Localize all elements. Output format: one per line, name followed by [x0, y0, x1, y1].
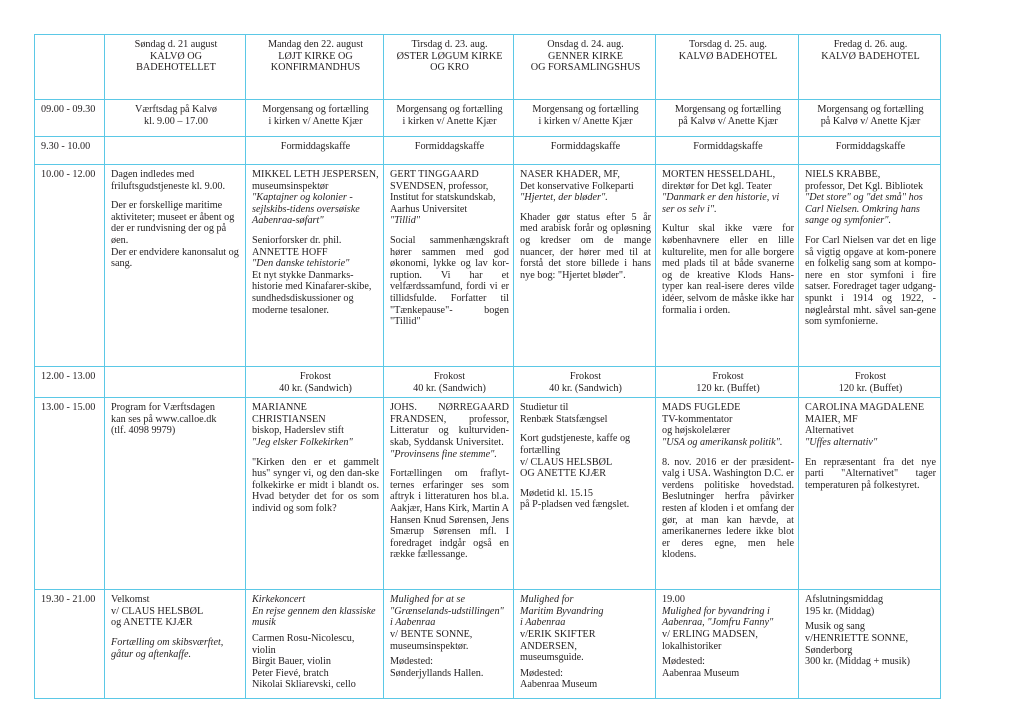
cell-text: v/HENRIETTE SONNE,: [805, 632, 908, 644]
cell-tuesday-evening: [384, 590, 514, 699]
lecture-title: "Jeg elsker Folkekirken": [252, 436, 353, 448]
speaker-title: Det konservative Folkeparti: [520, 180, 634, 192]
price-text: 195 kr. (Middag): [805, 605, 875, 617]
event-title: Kirkekoncert: [252, 594, 306, 606]
cell-text: v/ERIK SKIFTER ANDERSEN,: [520, 628, 596, 652]
cell-text: Sønderborg: [805, 644, 853, 656]
cell-friday-evening: [799, 590, 941, 699]
row-lecture-afternoon: [35, 398, 941, 590]
event-title: Maritim Byvandring: [520, 605, 604, 617]
cell-text: museumsinspektør.: [390, 640, 469, 652]
cell-text: Kort gudstjeneste, kaffe og fortælling: [520, 433, 631, 456]
event-title: i Aabenraa: [520, 617, 566, 629]
day-date: Fredag d. 26. aug.: [833, 39, 908, 50]
row-evening: [35, 590, 941, 699]
cell-thursday-coffee: Formiddagskaffe: [656, 137, 799, 165]
cell-text: kl. 9.00 – 17.00: [144, 115, 208, 127]
day-venue: KALVØ BADEHOTEL: [678, 50, 778, 62]
cell-text: Sønderjyllands Hallen.: [390, 667, 484, 679]
cell-wednesday-lunch: [514, 367, 656, 398]
day-venue: KALVØ OG: [150, 50, 202, 62]
price-text: 120 kr. (Buffet): [696, 382, 760, 394]
cell-text: Værftsdag på Kalvø: [134, 104, 218, 115]
cell-sunday-lunch: [105, 367, 246, 398]
cell-text: Musik og sang: [805, 621, 865, 633]
cell-monday-1300: [246, 398, 384, 590]
cell-wednesday-1300: [514, 398, 656, 590]
row-morning: [35, 100, 941, 137]
speaker-name: CAROLINA MAGDALENE: [805, 402, 925, 414]
speaker-title: museumsinspektør: [252, 180, 329, 192]
cell-text: i kirken v/ Anette Kjær: [402, 115, 497, 127]
day-header-sunday: [105, 35, 246, 100]
speaker-title: Alternativet: [805, 425, 854, 437]
cell-text: Program for Værftsdagen: [111, 402, 215, 414]
lecture-description: Khader gør status efter 5 år med arabisk forår og opløsning og kredser om de mange nuancer, der hører med til at forstå det store billede i hans nye bog: "Hjertet bløder".: [520, 211, 651, 281]
speaker-title: direktør for Det kgl. Teater: [662, 180, 772, 192]
day-venue: LØJT KIRKE OG: [278, 50, 353, 62]
cell-tuesday-1000: [384, 165, 514, 367]
cell-text: Der er endvidere kanonsalut og sang.: [111, 246, 239, 270]
cell-text: på Kalvø v/ Anette Kjær: [678, 115, 778, 127]
cell-text: Velkomst: [111, 594, 150, 606]
cell-text: Frokost: [299, 371, 332, 382]
day-date: Tirsdag d. 23. aug.: [411, 39, 488, 50]
lecture-description: Social sammenhængskraft hører sammen med god økonomi, lykke og lav kor-ruption. Vi har et velfærdssamfund, fordi vi er tillidsfulde. Forfatter til "Tænkepause"- bogen "Tillid": [390, 234, 509, 328]
cell-text: v/ CLAUS HELSBØL: [520, 456, 613, 468]
cell-tuesday-morning: [384, 100, 514, 137]
cell-monday-evening: [246, 590, 384, 699]
time-label: 10.00 - 12.00: [35, 165, 105, 367]
cell-text: kan ses på www.calloe.dk: [111, 413, 217, 425]
speaker-name: JOHS. NØRREGAARD FRANDSEN, professor, Litteratur og kulturviden-skab, Syddansk Universitet.: [390, 402, 509, 448]
lecture-title: "Den danske tehistorie": [252, 258, 350, 270]
speaker-name: MIKKEL LETH JESPERSEN,: [252, 169, 379, 180]
cell-text: Mødested:: [520, 667, 564, 679]
cell-sunday-morning: [105, 100, 246, 137]
lecture-title: "Hjertet, der bløder".: [520, 192, 608, 204]
cell-text: Aabenraa Museum: [520, 679, 598, 691]
cell-text: lokalhistoriker: [662, 640, 722, 652]
speaker-title: biskop, Haderslev stift: [252, 425, 344, 437]
cell-text: museumsguide.: [520, 652, 584, 664]
cell-wednesday-1000: [514, 165, 656, 367]
cell-text: Mødested:: [662, 656, 706, 668]
lecture-description: En repræsentant fra det nye parti "Alternativet" tager temperaturen på folkestyret.: [805, 456, 936, 491]
time-label: 12.00 - 13.00: [35, 367, 105, 398]
price-text: 40 kr. (Sandwich): [549, 382, 622, 394]
speaker-title: professor, Det Kgl. Bibliotek: [805, 180, 924, 192]
cell-wednesday-coffee: Formiddagskaffe: [514, 137, 656, 165]
day-header-friday: [799, 35, 941, 100]
speaker-name: MAIER, MF: [805, 413, 858, 425]
event-title: En rejse gennem den klassiske musik: [252, 605, 376, 629]
cell-wednesday-evening: [514, 590, 656, 699]
day-date: Onsdag d. 24. aug.: [547, 39, 624, 50]
cell-wednesday-morning: [514, 100, 656, 137]
day-venue: GENNER KIRKE: [548, 50, 623, 62]
lecture-title: "Danmark er den historie, vi ser os selv i".: [662, 192, 780, 215]
day-header-tuesday: [384, 35, 514, 100]
cell-thursday-evening: [656, 590, 799, 699]
cell-text: Morgensang og fortælling: [532, 104, 639, 115]
musician: Nikolai Skliarevski, cello: [252, 679, 356, 691]
cell-text: Der er forskellige maritime aktiviteter; museet er åbent og der er rundvisning der og på øen.: [111, 200, 235, 246]
speaker-name: NASER KHADER, MF,: [520, 169, 620, 180]
day-venue: BADEHOTELLET: [136, 62, 216, 74]
lecture-title: "Provinsens fine stemme".: [390, 448, 497, 460]
lecture-description: Et nyt stykke Danmarks-historie med Kinafarer-skibe, sundhedsdiskussioner og moderne tesaloner.: [252, 269, 372, 316]
cell-text: i kirken v/ Anette Kjær: [538, 115, 633, 127]
cell-friday-morning: [799, 100, 941, 137]
lecture-title: "Det store" og "det små" hos Carl Nielsen. Omkring hans sange og symfonier".: [805, 192, 923, 227]
cell-text: Mødested:: [390, 656, 434, 668]
lecture-title: "Uffes alternativ": [805, 436, 878, 448]
cell-friday-lunch: [799, 367, 941, 398]
day-venue: ØSTER LØGUM KIRKE: [396, 50, 503, 62]
event-title: "Grænselands-udstillingen": [390, 605, 504, 617]
speaker-name: NIELS KRABBE,: [805, 169, 881, 180]
event-title: Mulighed for: [520, 594, 574, 606]
event-title: i Aabenraa: [390, 617, 436, 629]
day-venue: KONFIRMANDHUS: [270, 62, 361, 74]
cell-text: Morgensang og fortælling: [817, 104, 924, 115]
corner-cell: [35, 35, 105, 100]
cell-sunday-1000: [105, 165, 246, 367]
cell-text: Morgensang og fortælling: [262, 104, 369, 115]
cell-text: i kirken v/ Anette Kjær: [268, 115, 363, 127]
cell-text: Aabenraa Museum: [662, 667, 740, 679]
price-text: 120 kr. (Buffet): [838, 382, 903, 394]
cell-text: Morgensang og fortælling: [396, 104, 503, 115]
cell-text: Afslutningsmiddag: [805, 594, 884, 606]
cell-text: v/ BENTE SONNE,: [390, 628, 473, 640]
cell-text: OG ANETTE KJÆR: [520, 468, 607, 480]
cell-monday-1000: [246, 165, 384, 367]
cell-text: Morgensang og fortælling: [674, 104, 782, 115]
musician: Peter Fievé, bratch: [252, 667, 329, 679]
time-label: 13.00 - 15.00: [35, 398, 105, 590]
cell-monday-coffee: Formiddagskaffe: [246, 137, 384, 165]
time-label: 19.30 - 21.00: [35, 590, 105, 699]
day-date: Torsdag d. 25. aug.: [689, 39, 767, 50]
price-text: 300 kr. (Middag + musik): [805, 656, 911, 668]
cell-text: og ANETTE KJÆR: [111, 617, 193, 629]
cell-sunday-evening: [105, 590, 246, 699]
cell-text: Studietur til: [520, 402, 569, 414]
cell-tuesday-lunch: [384, 367, 514, 398]
day-header-thursday: [656, 35, 799, 100]
lecture-description: Fortællingen om fraflyt-ternes erfaringer ses som aftryk i litteraturen hos bl.a. Aakjær, Hans Kirk, Martin A Hansen Knud Sørensen, Jens Smærup Sørensen mfl. I foredraget indgår også en række fællessange.: [390, 468, 509, 561]
day-date: Søndag d. 21 august: [134, 39, 218, 50]
speaker-name: ANNETTE HOFF: [252, 246, 328, 258]
lecture-description: For Carl Nielsen var det en lige så vigtig opgave at kom-ponere en folkelig sang som at kompo-nere en stor symfoni i fire satser. Foredraget tager udgang-spunkt i 1914 og 1922, - nøgleårstal mht. såvel san-gene som symfonierne.: [805, 234, 936, 328]
cell-tuesday-coffee: Formiddagskaffe: [384, 137, 514, 165]
cell-text: på Kalvø v/ Anette Kjær: [820, 115, 921, 127]
cell-monday-morning: [246, 100, 384, 137]
cell-thursday-morning: [656, 100, 799, 137]
event-title: Mulighed for byvandring i: [662, 605, 770, 617]
day-header-monday: [246, 35, 384, 100]
cell-monday-lunch: [246, 367, 384, 398]
cell-text: Renbæk Statsfængsel: [520, 413, 608, 425]
event-title: Fortælling om skibsværftet, gåtur og aftenkaffe.: [111, 636, 224, 660]
day-header-wednesday: [514, 35, 656, 100]
speaker-name: GERT TINGGAARD SVENDSEN, professor, Institut for statskundskab, Aarhus Universitet: [390, 169, 496, 215]
lecture-description: 8. nov. 2016 er der præsident-valg i USA. Washington D.C. er verdens politiske hovedstad. Beslutninger herfra påvirker resten af kloden i et omfang der gør, at man kan hævde, at amerikanernes ledere ikke blot er deres egne, men hele klodens.: [662, 456, 794, 561]
cell-text: (tlf. 4098 9979): [111, 425, 176, 437]
cell-text: Frokost: [854, 371, 887, 382]
time-label: 09.00 - 09.30: [35, 100, 105, 137]
cell-friday-1000: [799, 165, 941, 367]
cell-text: på P-pladsen ved fængslet.: [520, 499, 630, 511]
cell-tuesday-1300: [384, 398, 514, 590]
musician: Carmen Rosu-Nicolescu, violin: [252, 632, 355, 656]
price-text: 40 kr. (Sandwich): [413, 382, 486, 394]
day-date: Mandag den 22. august: [267, 39, 364, 50]
cell-friday-1300: [799, 398, 941, 590]
cell-friday-coffee: Formiddagskaffe: [799, 137, 941, 165]
cell-text: friluftsgudstjeneste kl. 9.00.: [111, 180, 226, 192]
cell-thursday-lunch: [656, 367, 799, 398]
day-venue: OG FORSAMLINGSHUS: [530, 62, 641, 74]
speaker-title: og højskolelærer: [662, 425, 731, 437]
cell-text: Frokost: [712, 371, 744, 382]
day-venue: KALVØ BADEHOTEL: [821, 50, 920, 62]
lecture-title: "Kaptajner og kolonier - sejlskibs-tidens oversøiske Aabenraa-søfart": [252, 192, 360, 227]
speaker-title: Seniorforsker dr. phil.: [252, 234, 342, 246]
musician: Birgit Bauer, violin: [252, 656, 331, 668]
speaker-title: TV-kommentator: [662, 413, 733, 425]
cell-text: v/ CLAUS HELSBØL: [111, 605, 204, 617]
cell-text: Frokost: [433, 371, 466, 382]
schedule-table: [34, 34, 941, 699]
speaker-name: MADS FUGLEDE: [662, 402, 741, 414]
cell-thursday-1300: [656, 398, 799, 590]
event-title: Mulighed for at se: [390, 594, 465, 606]
row-lecture-morning: [35, 165, 941, 367]
lecture-description: Kultur skal ikke være for københavnere eller en lille kulturelite, men for alle borgere med plads til at både svanerne og de kreative Klods Hans-typer kan real-isere deres vilde idéer, selvom de måske ikke har formalia i orden.: [662, 223, 794, 316]
row-lunch: [35, 367, 941, 398]
cell-text: 19.00: [662, 594, 685, 606]
time-label: 9.30 - 10.00: [35, 137, 105, 165]
cell-sunday-1300: [105, 398, 246, 590]
cell-text: Mødetid kl. 15.15: [520, 487, 594, 499]
row-coffee: [35, 137, 941, 165]
cell-text: v/ ERLING MADSEN,: [662, 628, 758, 640]
lecture-description: "Kirken den er et gammelt hus" synger vi, og den dan-ske folkekirke er midt i blandt os. Hvad betyder det for os som individ og som folk?: [252, 456, 379, 514]
header-row: [35, 35, 941, 100]
cell-thursday-1000: [656, 165, 799, 367]
event-title: Aabenraa, "Jomfru Fanny": [662, 617, 774, 629]
day-venue: OG KRO: [430, 62, 469, 74]
price-text: 40 kr. (Sandwich): [279, 382, 352, 394]
cell-text: Dagen indledes med: [111, 169, 195, 180]
speaker-name: MORTEN HESSELDAHL,: [662, 169, 776, 180]
cell-sunday-coffee: [105, 137, 246, 165]
cell-text: Frokost: [569, 371, 602, 382]
speaker-name: MARIANNE CHRISTIANSEN: [252, 402, 326, 425]
lecture-title: "USA og amerikansk politik".: [662, 436, 783, 448]
lecture-title: "Tillid": [390, 215, 421, 227]
